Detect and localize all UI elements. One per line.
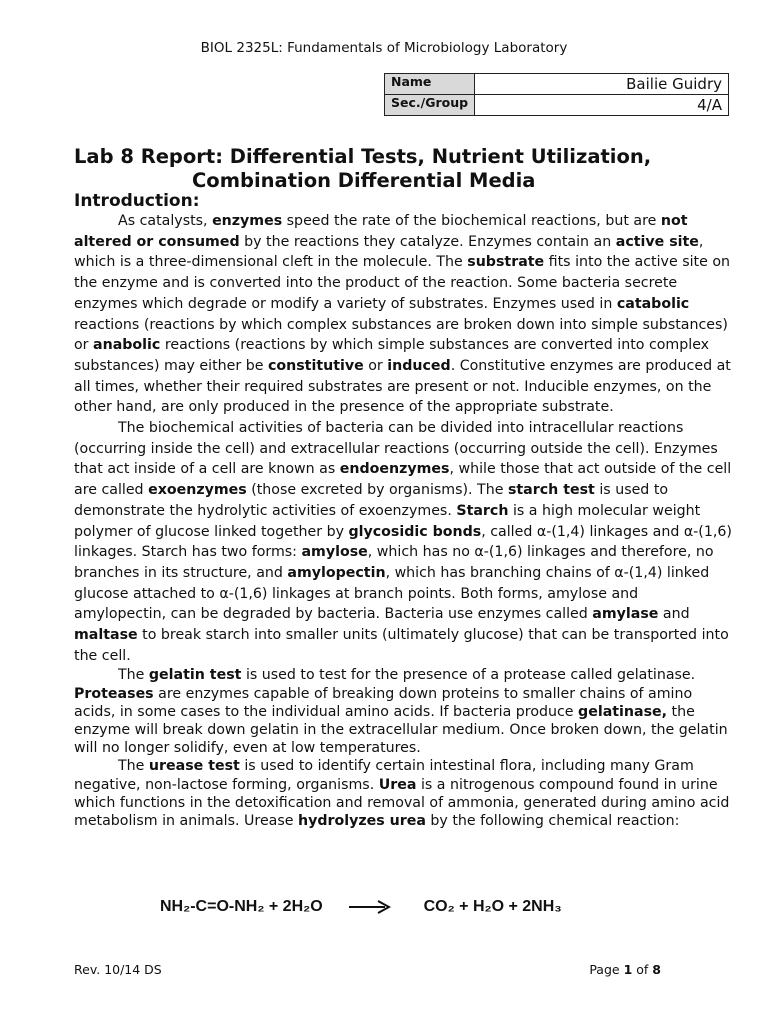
paragraph-urease-test: The urease test is used to identify certain intestinal flora, including many Gram negative, non-lactose forming, organisms. Urea is a nitrogenous compound found in urine which functions in the detoxification and removal of ammonia, generated during amino acid metabolism in animals. Urease hydrolyzes urea by the following chemical reaction: <box>74 758 730 830</box>
key-term: catabolic <box>616 295 690 312</box>
section-group-value: 4/A <box>475 95 729 116</box>
introduction-heading: Introduction: <box>74 191 200 211</box>
key-term: urease test <box>148 758 240 775</box>
key-term: exoenzymes <box>148 482 247 499</box>
key-term: endoenzymes <box>339 461 450 478</box>
key-term: amylase <box>592 606 659 623</box>
report-title <box>74 145 714 193</box>
key-term: maltase <box>74 627 138 644</box>
key-term: gelatin test <box>148 667 242 684</box>
equation-reactants: NH₂-C=O-NH₂ + 2H₂O <box>160 898 323 915</box>
name-value: Bailie Guidry <box>475 74 729 95</box>
key-term: Starch <box>456 502 509 519</box>
info-table <box>384 73 729 116</box>
paragraph-gelatin-test: The gelatin test is used to test for the presence of a protease called gelatinase. Proteases are enzymes capable of breaking down proteins to smaller chains of amino acids, in some cases to the individual amino acids. If bacteria produce gelatinase, the enzyme will break down gelatin in the extracellular medium. Once broken down, the gelatin will no longer solidify, even at low temperatures. <box>74 667 728 757</box>
paragraph-starch-test: The biochemical activities of bacteria can be divided into intracellular reactions (occurring inside the cell) and extracellular reactions (occurring outside the cell). Enzymes that act inside of a cell are known as endoenzymes, while those that act outside of the cell are called exoenzymes (those excreted by organisms). The starch test is used to demonstrate the hydrolytic activities of exoenzymes. Starch is a high molecular weight polymer of glucose linked together by glycosidic bonds, called α-(1,4) linkages and α-(1,6) linkages. Starch has two forms: amylose, which has no α-(1,6) linkages and therefore, no branches in its structure, and amylopectin, which has branching chains of α-(1,4) linked glucose attached to α-(1,6) linkages at branch points. Both forms, amylose and amylopectin, can be degraded by bacteria. Bacteria use enzymes called amylase and maltase to break starch into smaller units (ultimately glucose) that can be transported into the cell. <box>74 420 732 664</box>
key-term: substrate <box>467 254 545 271</box>
key-term: amylose <box>301 544 368 561</box>
revision-note: Rev. 10/14 DS <box>74 962 162 977</box>
key-term: constitutive <box>267 357 364 374</box>
equation-products: CO₂ + H₂O + 2NH₃ <box>423 898 562 915</box>
title-line-2: Combination Differential Media <box>192 169 536 192</box>
info-row-name <box>385 74 729 95</box>
key-term: enzymes <box>212 213 283 229</box>
page-word: Page <box>589 962 620 977</box>
key-term: Urea <box>378 776 417 793</box>
urea-hydrolysis-equation <box>160 898 562 916</box>
key-term: hydrolyzes urea <box>298 813 426 830</box>
key-term: Proteases <box>74 685 154 702</box>
section-group-label: Sec./Group <box>385 95 475 116</box>
info-row-section <box>385 95 729 116</box>
page-header: BIOL 2325L: Fundamentals of Microbiology Laboratory <box>200 40 568 56</box>
paragraph-enzymes: As catalysts, enzymes speed the rate of the biochemical reactions, but are not altered or consumed by the reactions they catalyze. Enzymes contain an active site, which is a three-dimensional cleft in the molecule. The substrate fits into the active site on the enzyme and is converted into the product of the reaction. Some bacteria secrete enzymes which degrade or modify a variety of substrates. Enzymes used in catabolic reactions (reactions by which complex substances are broken down into simple substances) or anabolic reactions (reactions by which simple substances are converted into complex substances) may either be constitutive or induced. Constitutive enzymes are produced at all times, whether their required substrates are present or not. Inducible enzymes, on the other hand, are only produced in the presence of the appropriate substrate. <box>74 213 731 416</box>
title-line-1: Lab 8 Report: Differential Tests, Nutrient Utilization, <box>74 145 652 168</box>
key-term: induced <box>387 357 451 374</box>
key-term: starch test <box>507 482 595 499</box>
key-term: gelatinase, <box>578 703 668 720</box>
key-term: anabolic <box>93 337 161 354</box>
page-counter <box>589 962 661 977</box>
key-term: glycosidic bonds <box>348 523 482 540</box>
key-term: not altered or consumed <box>74 213 688 250</box>
introduction-body <box>74 211 734 830</box>
name-label: Name <box>385 74 475 95</box>
reaction-arrow-icon <box>349 900 391 914</box>
current-page: 1 <box>623 962 633 977</box>
key-term: amylopectin <box>287 564 386 581</box>
key-term: active site <box>615 233 699 250</box>
total-pages: 8 <box>652 962 661 977</box>
of-word: of <box>636 962 649 977</box>
